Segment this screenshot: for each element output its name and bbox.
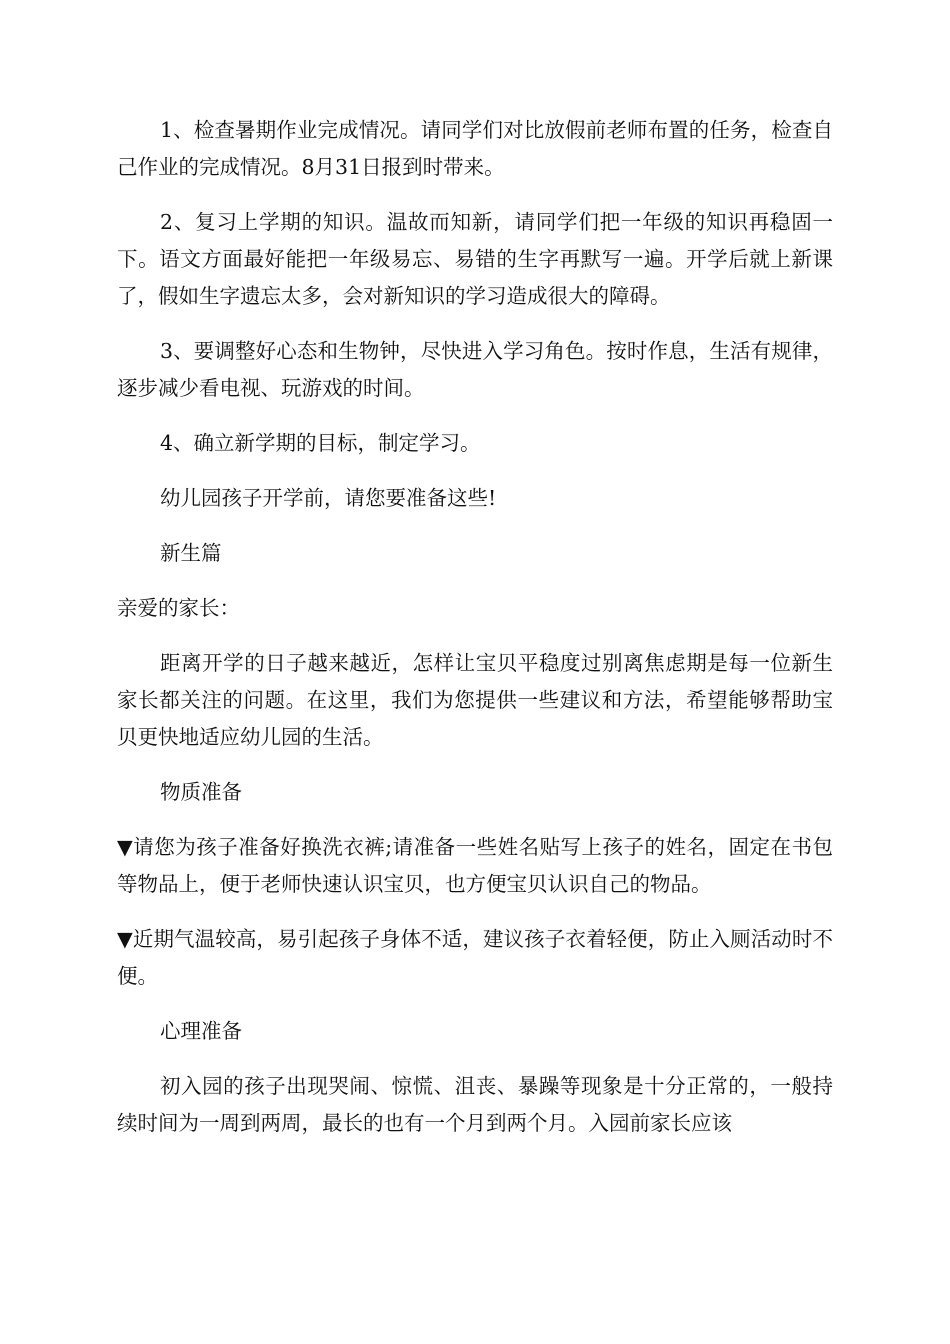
paragraph-adjust-routine: 3、要调整好心态和生物钟，尽快进入学习角色。按时作息，生活有规律，逐步减少看电视、玩游戏的时间。 <box>117 339 833 400</box>
section-heading-kindergarten: 幼儿园孩子开学前，请您要准备这些! <box>160 486 497 510</box>
paragraph-review-knowledge: 2、复习上学期的知识。温故而知新，请同学们把一年级的知识再稳固一下。语文方面最好能把一年级易忘、易错的生字再默写一遍。开学后就上新课了，假如生字遗忘太多，会对新知识的学习造成很大的障碍。 <box>117 210 833 308</box>
bullet-clothes-labels: ▼请您为孩子准备好换洗衣裤;请准备一些姓名贴写上孩子的姓名，固定在书包等物品上，便于老师快速认识宝贝，也方便宝贝认识自己的物品。 <box>117 835 833 896</box>
salutation: 亲爱的家长： <box>117 596 240 620</box>
paragraph-set-goals: 4、确立新学期的目标，制定学习。 <box>160 431 481 455</box>
paragraph-intro: 距离开学的日子越来越近，怎样让宝贝平稳度过别离焦虑期是每一位新生家长都关注的问题。在这里，我们为您提供一些建议和方法，希望能够帮助宝贝更快地适应幼儿园的生活。 <box>117 651 833 749</box>
document-body <box>117 112 833 1160</box>
paragraph-homework-check: 1、检查暑期作业完成情况。请同学们对比放假前老师布置的任务，检查自己作业的完成情况。8月31日报到时带来。 <box>117 118 833 179</box>
subheading-psychological-prep: 心理准备 <box>160 1019 242 1043</box>
paragraph-adjustment-period: 初入园的孩子出现哭闹、惊慌、沮丧、暴躁等现象是十分正常的，一般持续时间为一周到两周，最长的也有一个月到两个月。入园前家长应该 <box>117 1074 833 1135</box>
section-heading-new-students: 新生篇 <box>160 541 222 565</box>
subheading-material-prep: 物质准备 <box>160 780 242 804</box>
bullet-weather-clothing: ▼近期气温较高，易引起孩子身体不适，建议孩子衣着轻便，防止入厕活动时不便。 <box>117 927 833 988</box>
